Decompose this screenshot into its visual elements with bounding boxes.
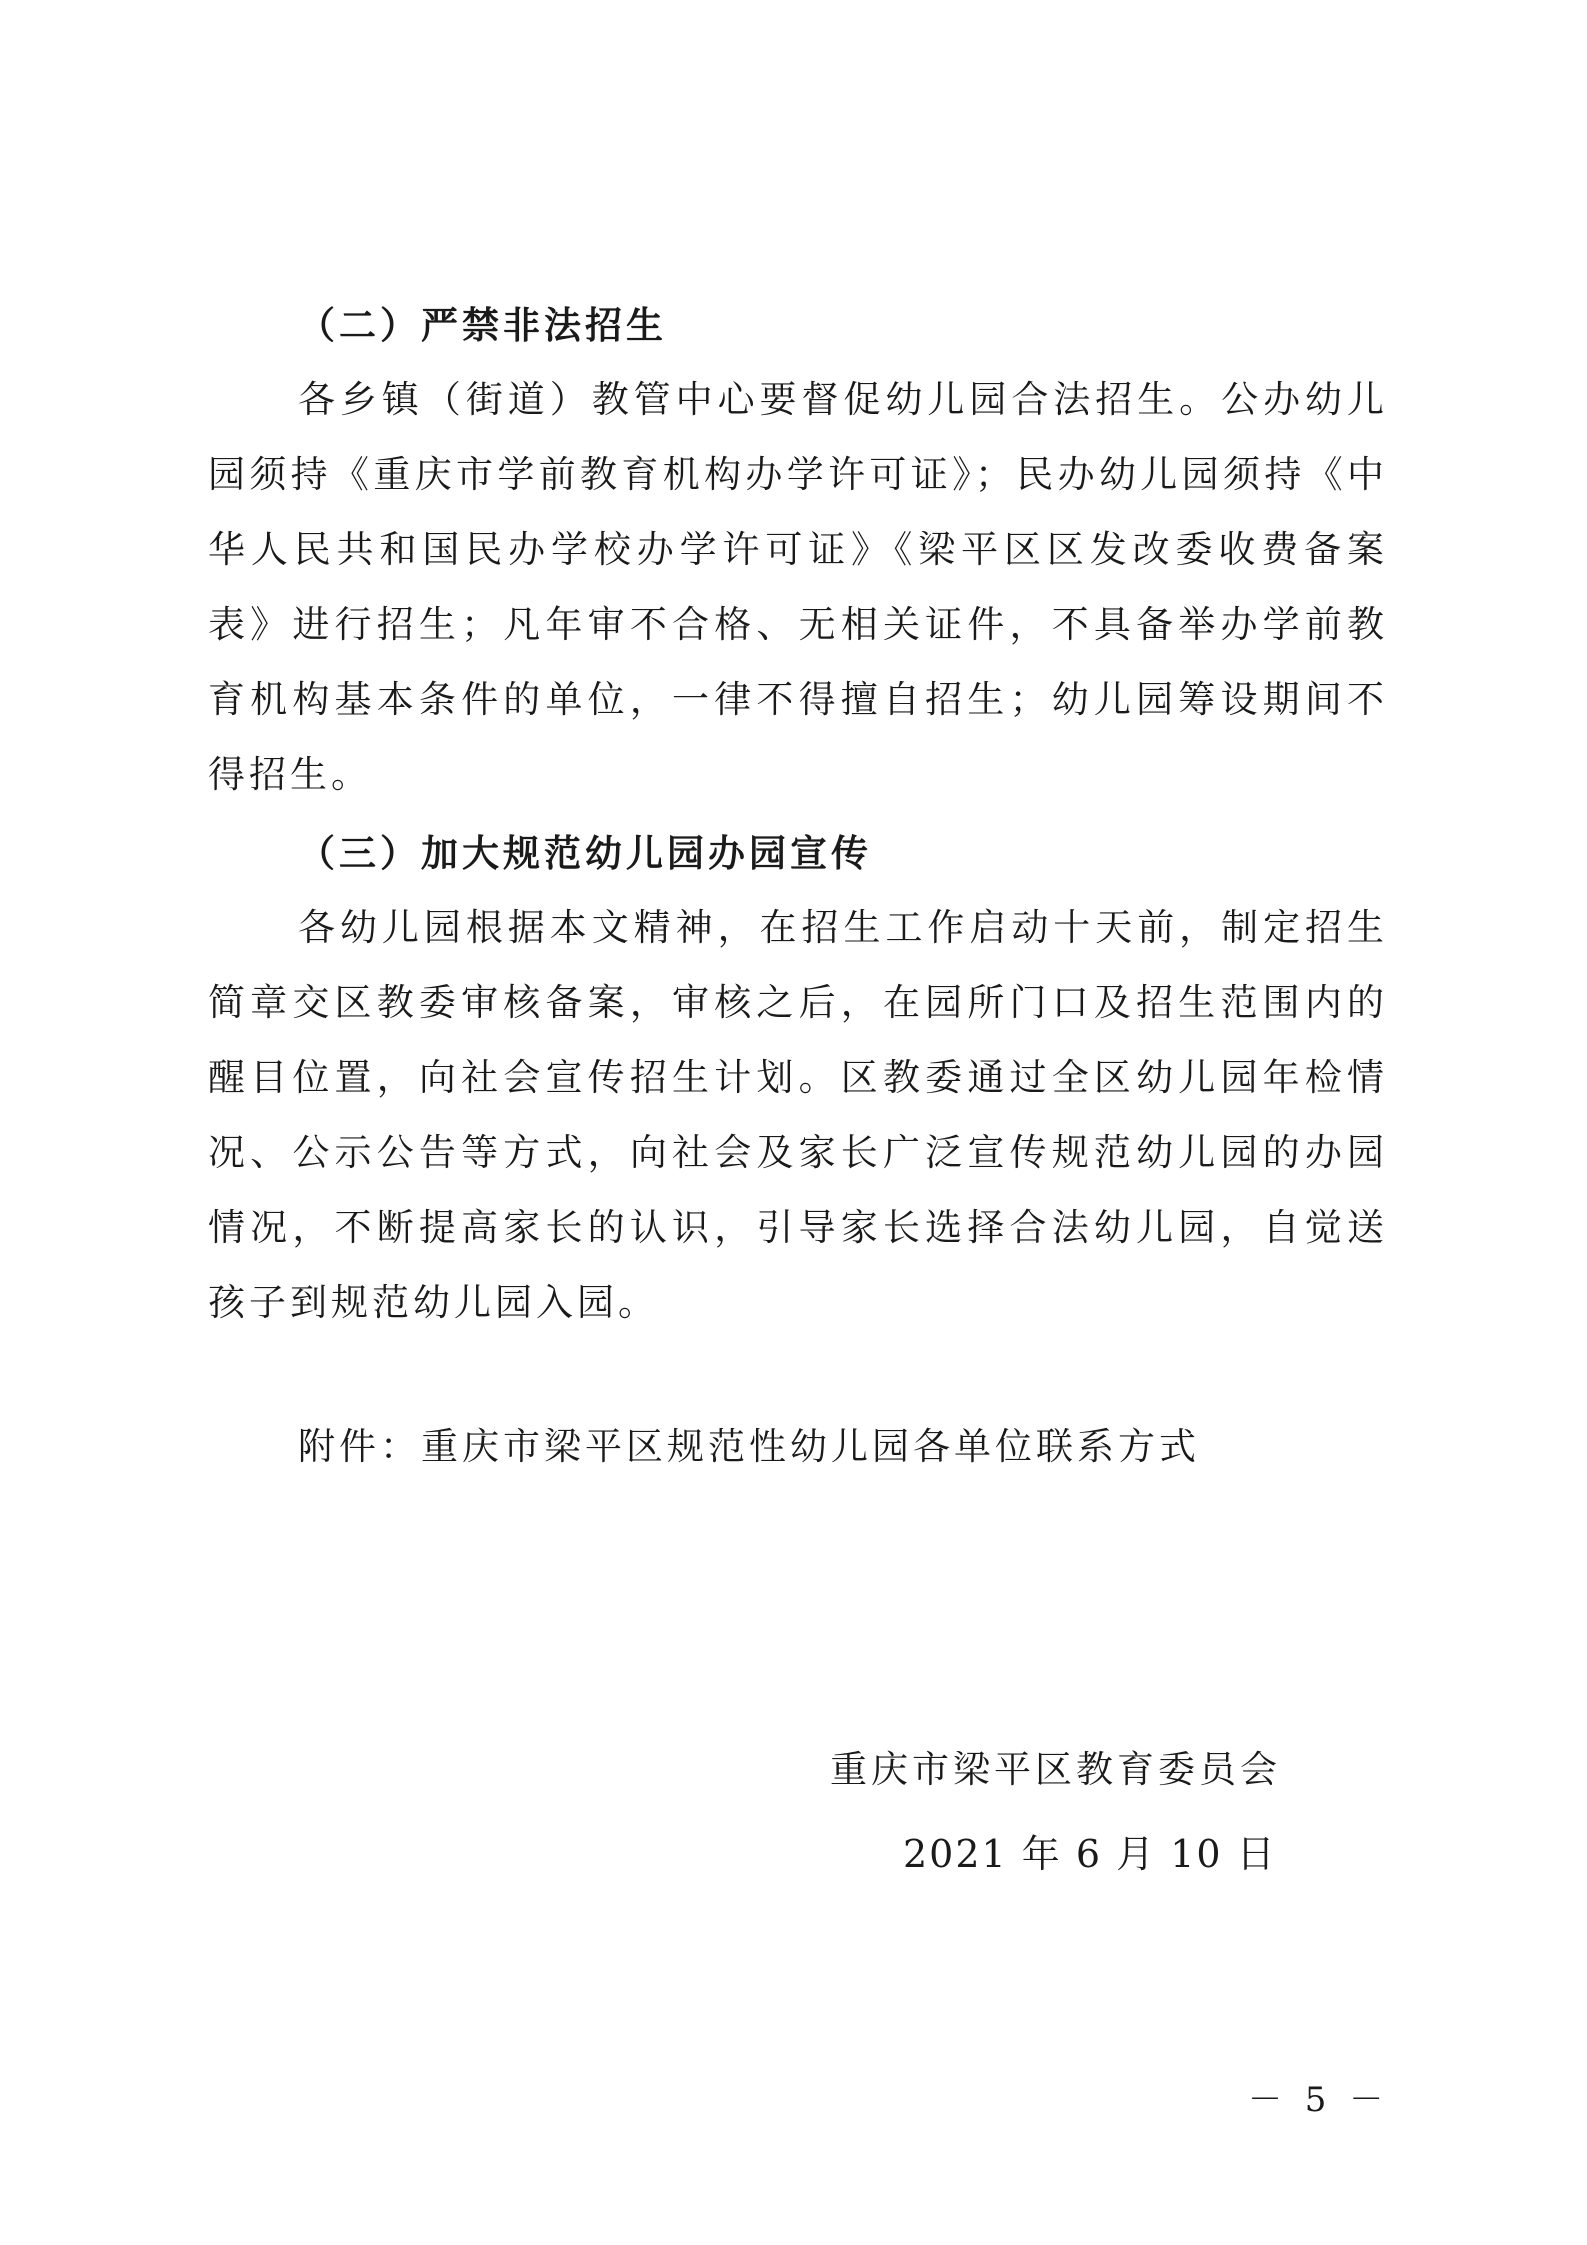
section-heading-3: （三）加大规范幼儿园办园宣传	[298, 832, 872, 875]
section-body-3	[208, 890, 1388, 1340]
section-heading-2: （二）严禁非法招生	[298, 304, 667, 347]
paragraph-publicity: 各幼儿园根据本文精神，在招生工作启动十天前，制定招生简章交区教委审核备案，审核之后，在园所门口及招生范围内的醒目位置，向社会宣传招生计划。区教委通过全区幼儿园年检情况、公示公告等方式，向社会及家长广泛宣传规范幼儿园的办园情况，不断提高家长的认识，引导家长选择合法幼儿园，自觉送孩子到规范幼儿园入园。	[208, 906, 1388, 1324]
section-body-2	[208, 362, 1388, 812]
signature-organization: 重庆市梁平区教育委员会	[830, 1748, 1281, 1791]
attachment-note: 附件：重庆市梁平区规范性幼儿园各单位联系方式	[298, 1425, 1200, 1468]
paragraph-illegal-enrollment: 各乡镇（街道）教管中心要督促幼儿园合法招生。公办幼儿园须持《重庆市学前教育机构办学许可证》；民办幼儿园须持《中华人民共和国民办学校办学许可证》《梁平区区发改委收费备案表》进行招生；凡年审不合格、无相关证件，不具备举办学前教育机构基本条件的单位，一律不得擅自招生；幼儿园筹设期间不得招生。	[208, 378, 1388, 796]
signature-date: 2021 年 6 月 10 日	[903, 1832, 1277, 1876]
page-number: － 5 －	[1248, 2080, 1390, 2120]
